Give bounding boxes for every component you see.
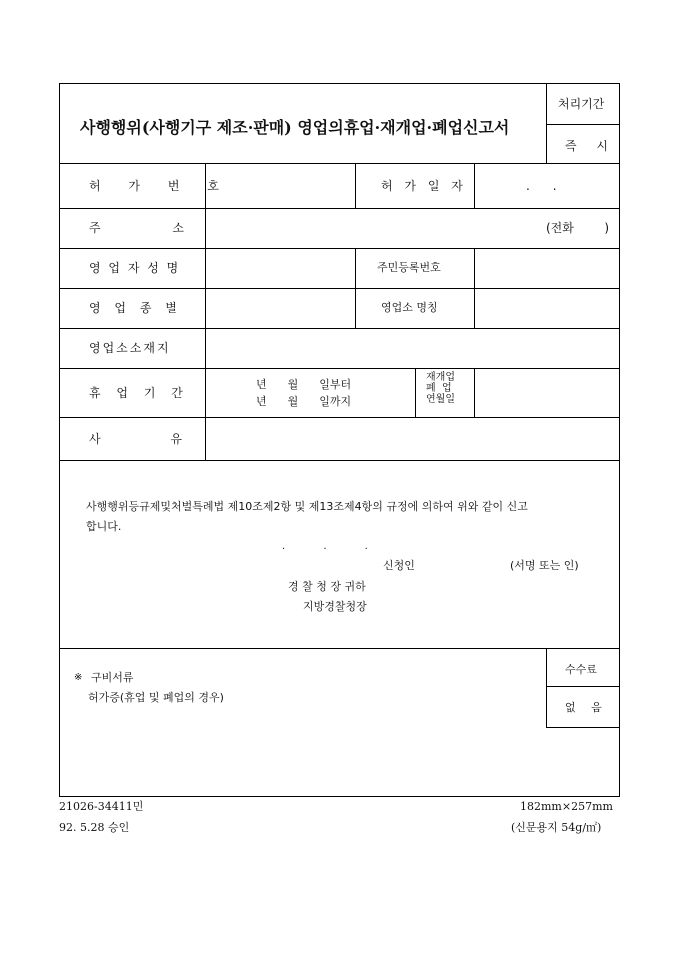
processing-period-value: 즉 시 [565, 139, 616, 153]
period-to: 년 월 일까지 [256, 395, 352, 408]
divider [60, 460, 620, 461]
reopen-label-1: 재개업 [426, 372, 455, 383]
permit-number-label: 허 가 번 호 [89, 179, 231, 193]
divider [355, 248, 356, 328]
note-mark-icon: ※ [74, 672, 83, 683]
divider [60, 208, 620, 209]
divider [546, 648, 547, 727]
applicant-label: 신청인 [383, 559, 415, 572]
fee-label: 수수료 [565, 663, 597, 676]
divider [60, 417, 620, 418]
business-location-label: 영업소소재지 [89, 341, 171, 355]
divider [355, 163, 356, 208]
declaration-line-1: 사행행위등규제및처벌특례법 제10조제2항 및 제13조제4항의 규정에 의하여 위와 같이 신고 [86, 500, 528, 513]
form-title: 사행행위(사행기구 제조·판매) 영업의휴업·재개업·폐업신고서 [80, 118, 510, 137]
divider [474, 368, 475, 417]
reopen-label-3: 연월일 [426, 394, 455, 405]
attachments-heading: 구비서류 [91, 671, 134, 684]
signature-note: (서명 또는 인) [510, 559, 579, 572]
divider [415, 368, 416, 417]
resident-number-label: 주민등록번호 [377, 261, 441, 274]
address-label-text: 주 소 [89, 221, 184, 235]
business-type-label: 영 업 종 별 [89, 301, 182, 315]
divider [474, 163, 475, 208]
divider [60, 163, 620, 164]
recipient: 경 찰 청 장 귀하 [288, 580, 366, 593]
processing-period-label: 처리기간 [558, 97, 605, 111]
report-form [59, 83, 620, 797]
fee-value: 없 음 [565, 701, 608, 714]
permit-date-label: 허 가 일 자 [381, 179, 467, 193]
recipient-sub: 지방경찰청장 [303, 600, 367, 613]
attachments-item: 허가증(휴업 및 폐업의 경우) [88, 691, 224, 704]
divider [546, 686, 620, 687]
declaration-line-2: 합니다. [86, 520, 122, 533]
reason-label-text: 사 유 [89, 432, 182, 446]
divider [60, 648, 620, 649]
reason-label [89, 432, 182, 446]
operator-name-label: 영 업 자 성 명 [89, 261, 181, 275]
divider [60, 288, 620, 289]
period-from: 년 월 일부터 [256, 378, 352, 391]
address-label [89, 221, 184, 235]
divider [60, 368, 620, 369]
paper-size: 182mm×257mm [520, 800, 613, 813]
divider [60, 248, 620, 249]
divider [205, 163, 206, 460]
permit-date-value: . . [526, 179, 557, 193]
form-code: 21026-34411민 [59, 800, 144, 813]
suspension-period-label: 휴 업 기 간 [89, 386, 189, 400]
reopen-label-2: 폐 업 [426, 383, 452, 394]
approval-date: 92. 5.28 승인 [59, 821, 130, 834]
divider [546, 124, 620, 125]
divider [474, 248, 475, 328]
phone-label: (전화 ) [546, 221, 610, 235]
divider [60, 328, 620, 329]
paper-spec: (신문용지 54g/㎡) [511, 821, 602, 834]
business-name-label: 영업소 명칭 [381, 301, 438, 314]
declaration-date: . . . [282, 541, 368, 552]
divider [546, 727, 620, 728]
